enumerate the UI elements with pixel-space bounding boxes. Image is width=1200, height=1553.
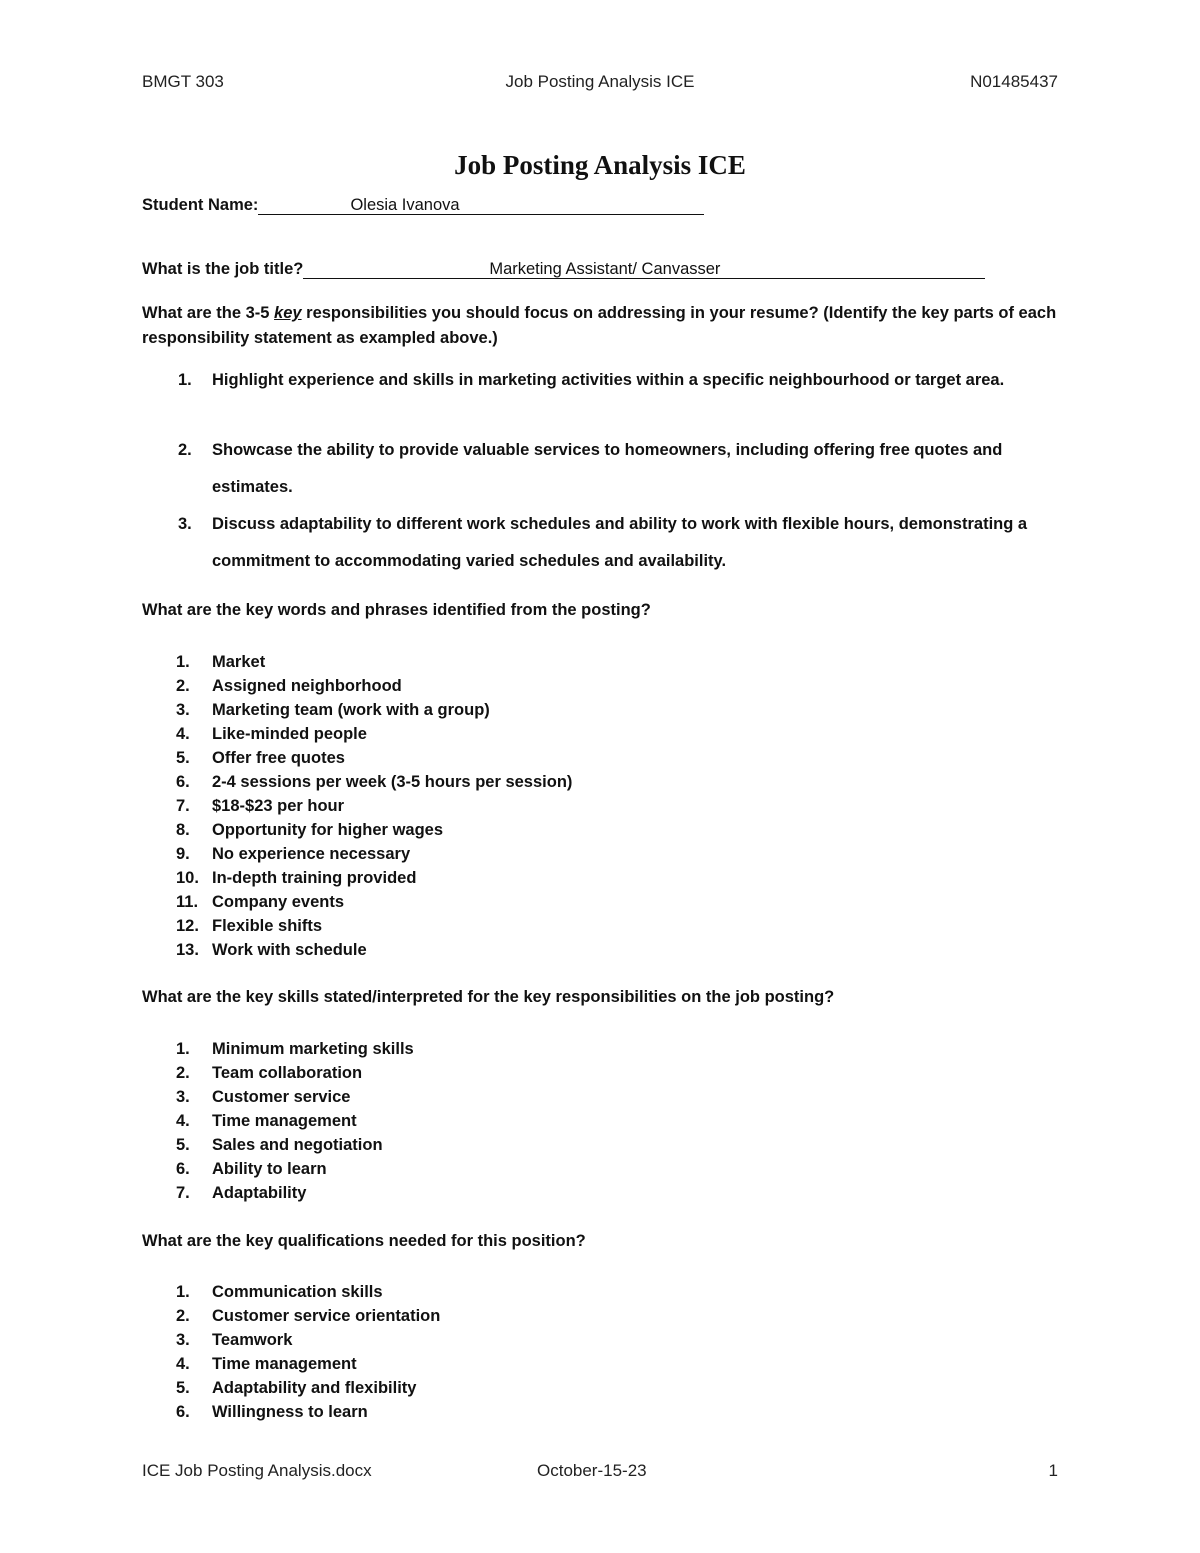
list-item-number: 4.	[176, 1112, 190, 1130]
list-item-text: In-depth training provided	[212, 869, 417, 887]
list-item-number: 10.	[176, 869, 199, 887]
list-item	[142, 866, 1062, 890]
list-item-number: 1.	[176, 1283, 190, 1301]
list-item-text: Sales and negotiation	[212, 1136, 383, 1154]
list-item	[142, 1109, 1062, 1133]
student-name-row	[142, 196, 704, 215]
list-item-text: Offer free quotes	[212, 749, 345, 767]
list-item-text: Time management	[212, 1112, 357, 1130]
footer-filename: ICE Job Posting Analysis.docx	[142, 1461, 372, 1480]
list-item-number: 13.	[176, 941, 199, 959]
page-title: Job Posting Analysis ICE	[454, 150, 746, 180]
responsibilities-question-key: key	[274, 304, 302, 322]
responsibilities-list	[142, 362, 1062, 580]
list-item-number: 8.	[176, 821, 190, 839]
list-item-text: Willingness to learn	[212, 1403, 368, 1421]
list-item	[142, 1133, 1062, 1157]
list-item	[142, 1280, 1062, 1304]
list-item-text: 2-4 sessions per week (3-5 hours per session)	[212, 773, 573, 791]
list-item-number: 2.	[176, 1307, 190, 1325]
list-item	[142, 650, 1062, 674]
list-item	[142, 1085, 1062, 1109]
qualifications-question: What are the key qualifications needed for this position?	[142, 1232, 586, 1250]
list-item-text: Customer service orientation	[212, 1307, 441, 1325]
keywords-question: What are the key words and phrases identified from the posting?	[142, 601, 651, 619]
job-title-value: Marketing Assistant/ Canvasser	[489, 260, 721, 278]
list-item-text: Company events	[212, 893, 345, 911]
list-item	[142, 1400, 1062, 1424]
list-item-text: Time management	[212, 1355, 357, 1373]
list-item	[142, 698, 1062, 722]
student-name-value: Olesia Ivanova	[350, 196, 460, 214]
list-item-number: 6.	[176, 1160, 190, 1178]
header-course-code: BMGT 303	[142, 72, 224, 91]
job-title-label: What is the job title?	[142, 260, 304, 278]
list-item	[142, 362, 1062, 399]
list-item	[142, 770, 1062, 794]
list-item-text: Customer service	[212, 1088, 351, 1106]
list-item-text: Highlight experience and skills in marketing activities within a specific neighbourhood or target area.	[212, 371, 1005, 389]
list-item-number: 3.	[176, 1088, 190, 1106]
footer-page-number: 1	[1048, 1461, 1058, 1480]
list-item-number: 1.	[176, 1040, 190, 1058]
list-item	[142, 1157, 1062, 1181]
list-item	[142, 1376, 1062, 1400]
qualifications-list	[142, 1280, 1062, 1424]
list-item-number: 5.	[176, 1136, 190, 1154]
list-item	[142, 818, 1062, 842]
list-item-text: Opportunity for higher wages	[212, 821, 444, 839]
list-item-number: 12.	[176, 917, 199, 935]
list-item	[142, 746, 1062, 770]
list-item-text: Ability to learn	[212, 1160, 327, 1178]
list-item-text: Adaptability	[212, 1184, 307, 1202]
job-title-row	[142, 260, 985, 279]
list-item-number: 4.	[176, 725, 190, 743]
list-item-number: 6.	[176, 1403, 190, 1421]
list-item-text: Discuss adaptability to different work schedules and ability to work with flexible hours, demonstrating a commitment to accommodating varied schedules and availability.	[212, 515, 1028, 570]
list-item-text: $18-$23 per hour	[212, 797, 345, 815]
header-student-id: N01485437	[970, 72, 1058, 91]
list-item	[142, 794, 1062, 818]
list-item-number: 11.	[176, 893, 199, 911]
list-item-number: 2.	[176, 1064, 190, 1082]
list-item-number: 2.	[176, 677, 190, 695]
list-item	[142, 842, 1062, 866]
student-name-field	[258, 197, 704, 215]
list-item-text: Communication skills	[212, 1283, 383, 1301]
list-item-text: No experience necessary	[212, 845, 411, 863]
list-item-number: 1.	[178, 371, 192, 389]
list-item	[142, 1181, 1062, 1205]
list-item-number: 3.	[176, 701, 190, 719]
list-item-number: 4.	[176, 1355, 190, 1373]
list-item-text: Market	[212, 653, 266, 671]
list-item-text: Teamwork	[212, 1331, 293, 1349]
list-item-text: Showcase the ability to provide valuable services to homeowners, including offering free quotes and estimates.	[212, 441, 1003, 496]
responsibilities-question-post: responsibilities you should focus on addressing in your resume? (Identify the key parts of each responsibility statement as exampled above.)	[142, 304, 1057, 347]
list-item-text: Minimum marketing skills	[212, 1040, 414, 1058]
footer-date: October-15-23	[537, 1461, 647, 1480]
list-item	[142, 938, 1062, 962]
skills-list	[142, 1037, 1062, 1205]
list-item	[142, 674, 1062, 698]
list-item-number: 9.	[176, 845, 190, 863]
list-item-number: 7.	[176, 1184, 190, 1202]
list-item	[142, 914, 1062, 938]
list-item	[142, 1061, 1062, 1085]
list-item-text: Assigned neighborhood	[212, 677, 402, 695]
list-item-number: 1.	[176, 653, 190, 671]
list-item	[142, 1328, 1062, 1352]
list-item-number: 3.	[178, 515, 192, 533]
skills-question: What are the key skills stated/interpreted for the key responsibilities on the job posting?	[142, 988, 835, 1006]
job-title-field	[303, 261, 985, 279]
list-item-number: 3.	[176, 1331, 190, 1349]
list-item-number: 7.	[176, 797, 190, 815]
list-item-text: Flexible shifts	[212, 917, 323, 935]
list-item-text: Like-minded people	[212, 725, 367, 743]
list-item	[142, 1352, 1062, 1376]
student-name-label: Student Name:	[142, 196, 259, 214]
responsibilities-question-pre: What are the 3-5	[142, 304, 275, 322]
list-item-number: 5.	[176, 749, 190, 767]
list-item	[142, 890, 1062, 914]
keywords-list	[142, 650, 1062, 962]
list-item	[142, 432, 1062, 506]
list-item-text: Adaptability and flexibility	[212, 1379, 417, 1397]
list-item	[142, 506, 1062, 580]
header-doc-title: Job Posting Analysis ICE	[505, 72, 695, 91]
list-item-text: Marketing team (work with a group)	[212, 701, 490, 719]
list-item	[142, 722, 1062, 746]
list-item-number: 5.	[176, 1379, 190, 1397]
list-item-number: 6.	[176, 773, 190, 791]
list-item-text: Work with schedule	[212, 941, 367, 959]
list-item	[142, 1037, 1062, 1061]
list-item-number: 2.	[178, 441, 192, 459]
responsibilities-question	[142, 301, 1062, 351]
list-item-text: Team collaboration	[212, 1064, 363, 1082]
list-item	[142, 1304, 1062, 1328]
